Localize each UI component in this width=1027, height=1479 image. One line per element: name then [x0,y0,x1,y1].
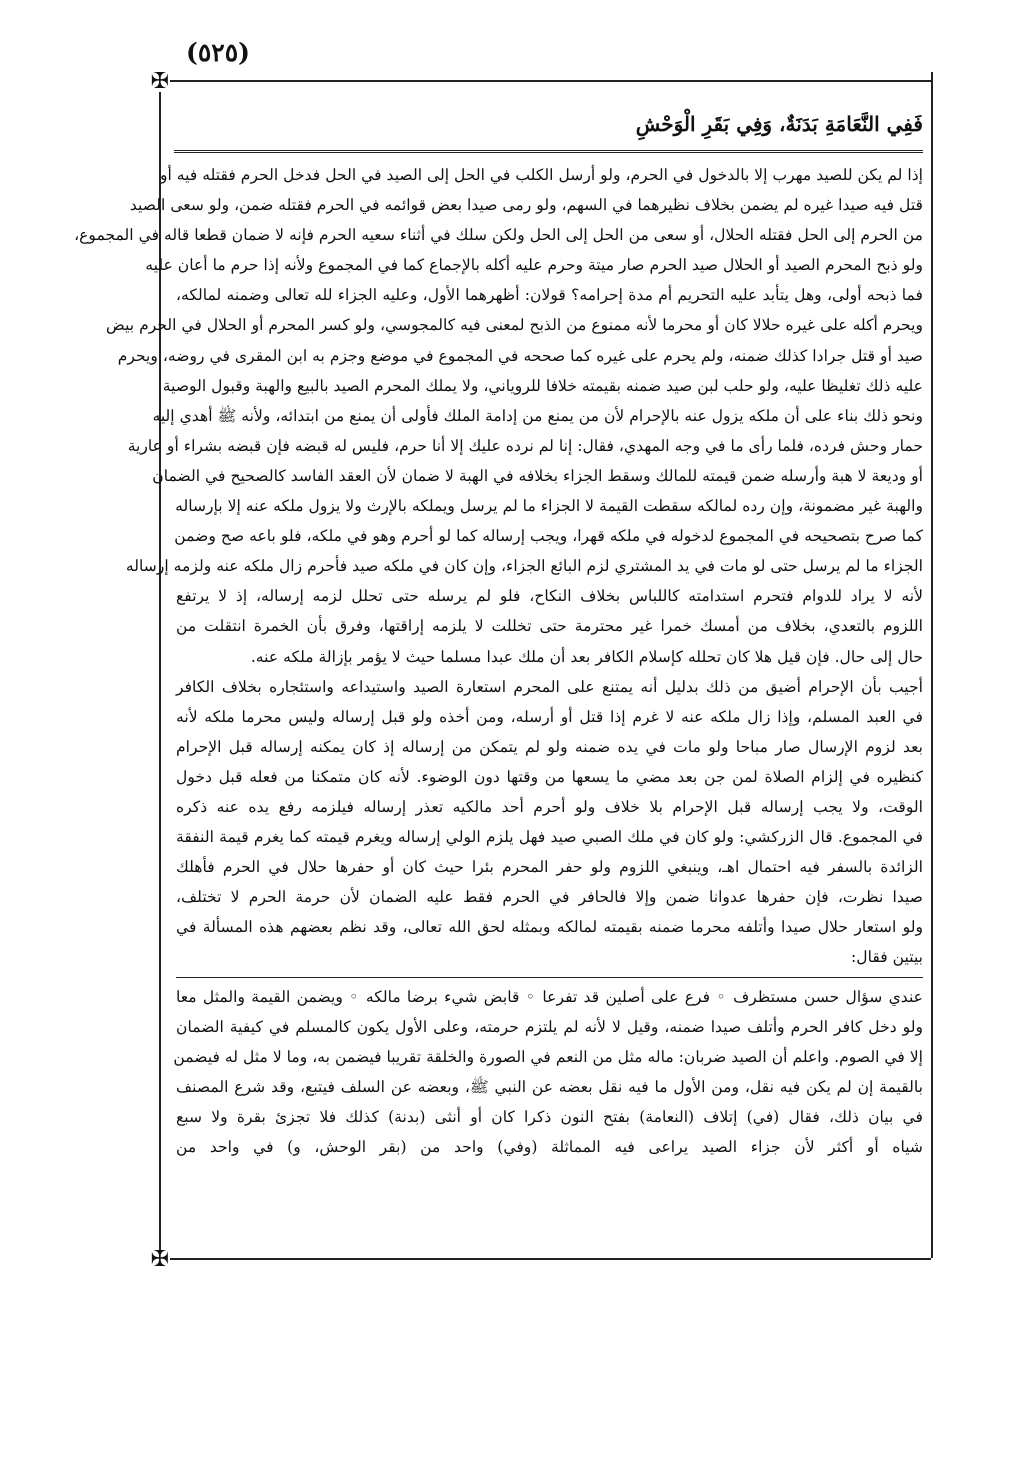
text-line: كنظيره في إلزام الصلاة لمن جن بعد مضي ما يسعها من وقتها دون الوضوء. لأنه كان متمكنا من فعله قبل دخول [176,767,923,786]
text-line: ولو ذبح المحرم الصيد أو الحلال صيد الحرم صار ميتة وحرم عليه أكله بالإجماع كما في المجموع ولأنه إذا حرم ما أعان عليه [145,256,923,275]
text-line: أو وديعة لا هبة وأرسله ضمن قيمته للمالك وسقط الجزاء بخلافه في الهبة لا ضمان لأن العقد الفاسد كالصحيح في الضمان [152,466,923,485]
text-line: قتل فيه صيدا غيره لم يضمن بخلاف نظيرهما في السهم، ولو رمى صيدا بعض قوائمه في الحرم فقتله ضمن، ولو سعى الصيد [129,196,923,215]
frame-ornament-top-icon: ✠ [150,69,170,94]
frame-ornament-bottom-icon: ✠ [150,1247,170,1272]
text-line: من الحرم إلى الحل فقتله الحلال، أو سعى من الحل إلى الحل ولكن سلك في أثناء سعيه الحرم فإنه لا ضمان قطعا قاله في المجموع، [74,226,923,245]
text-line: الجزاء ما لم يرسل حتى لو مات في يد المشتري لزم البائع الجزاء، وإن كان في ملكه صيد فأحرم زال ملكه عنه ولزمه إرساله [125,557,923,576]
page-number: (٥٢٥) [186,38,250,67]
text-line: في العبد المسلم، وإذا زال ملكه عنه لا غرم إذا قتل أو أرسله، ومن أخذه ولو قبل إرساله وليس محرما ملكه لأنه [176,707,923,726]
text-line: ولو دخل كافر الحرم وأتلف صيدا ضمنه، وقيل لا لأنه لم يلتزم حرمته، وعلى الأول يكون كالمسلم في كيفية الضمان [176,1017,923,1036]
frame-right-border [931,72,933,1258]
frame-top-border [170,80,931,82]
text-line: عندي سؤال حسن مستظرف ◦ فرع على أصلين قد تفرعا ◦ قابض شيء برضا مالكه ◦ ويضمن القيمة والمثل معا [176,987,923,1006]
text-line: صيدا نظرت، فإن حفرها عدوانا ضمن وإلا فالحافر في الحرم فقط عليه الضمان لأن حرمة الحرم لا تختلف، [176,888,923,907]
text-line: بالقيمة إن لم يكن فيه نقل، ومن الأول ما فيه نقل بعضه عن النبي ﷺ، وبعضه عن السلف فيتبع، وقد شرع المصنف [176,1077,923,1096]
text-line: بيتين فقال: [851,948,923,967]
matn-heading: فَفِي النَّعَامَةِ بَدَنَةٌ، وَفِي بَقَرِ الْوَحْشِ [635,112,923,136]
text-line: في بيان ذلك، فقال (في) إتلاف (النعامة) بفتح النون ذكرا كان أو أنثى (بدنة) كذلك فلا تجزئ بقرة ولا سبع [176,1107,923,1126]
commentary-body [74,160,924,1162]
verse-section [173,977,923,1163]
text-line: بعد لزوم الإرسال صار مباحا ولو مات في يده ضمنه ولو لم يتمكن من إرساله إذ كان يمكنه إرساله قبل الإحرام [176,737,923,756]
text-line: عليه ذلك تغليظا عليه، ولو حلب لبن صيد ضمنه بقيمته خلافا للروياني، ولا يملك المحرم الصيد بالبيع والهبة وقبول الوصية [162,376,923,395]
commentary-lines [74,160,924,973]
text-line: والهبة غير مضمونة، وإن رده لمالكه سقطت القيمة لا الجزاء ما لم يرسل ويملكه بالإرث ولا يزول ملكه عنه إلا بإرساله [175,497,923,516]
text-line: حمار وحش فرده، فلما رأى ما في وجه المهدي، فقال: إنا لم نرده عليك إلا أنا حرم، فليس له قبضه فإن قبضه بشراء أو عارية [127,436,923,455]
text-line: لأنه لا يراد للدوام فتحرم استدامته كاللباس بخلاف النكاح، فلو لم يرسله حتى تحلل لزمه إرساله، إذ لا يرتفع [176,587,923,606]
text-line: أجيب بأن الإحرام أضيق من ذلك بدليل أنه يمتنع على المحرم استعارة الصيد واستيداعه واستئجاره بخلاف الكافر [176,677,923,696]
text-line: شياه أو أكثر لأن جزاء الصيد يراعى فيه المماثلة (وفي) واحد من (بقر الوحش، و) في واحد من [176,1138,923,1156]
text-line: كما صرح بتصحيحه في المجموع لدخوله في ملكه قهرا، ويجب إرساله كما لو أحرم وهو في ملكه، فلو باعه صح وضمن [174,527,923,546]
text-line: صيد أو قتل جرادا كذلك ضمنه، ولم يحرم على غيره كما صححه في المجموع في موضع وجزم به ابن المقرى في روضه، ويحرم [117,346,923,365]
text-line: فما ذبحه أولى، وهل يتأبد عليه التحريم أم مدة إحرامه؟ قولان: أظهرهما الأول، وعليه الجزاء لله تعالى وضمنه لمالكه، [176,286,923,305]
text-line: ولو استعار حلال صيدا وأتلفه محرما ضمنه بقيمته لمالكه وبمثله لحق الله تعالى، وقد نظم بعضهم هذه المسألة في [176,918,923,937]
text-line: الزائدة بالسفر فيه احتمال اهـ، وينبغي اللزوم ولو حفر المحرم بئرا حيث كان أو حفرها حلال في الحرم فأهلك [176,858,923,877]
text-line: في المجموع. قال الزركشي: ولو كان في ملك الصبي صيد فهل يلزم الولي إرساله ويغرم قيمته كما يغرم قيمة النفقة [176,828,923,847]
text-line: الوقت، ولا يجب إرساله قبل الإحرام بلا خلاف ولو أحرم أحد مالكيه تعذر إرساله فيلزمه رفع يده عنه ذكره [176,797,924,816]
text-line: اللزوم بالتعدي، بخلاف من أمسك خمرا غير محترمة حتى تخللت لا يلزمه إراقتها، وفرق بأن الخمرة انتقلت من [176,617,923,636]
frame-bottom-border [170,1258,931,1260]
text-line: ويحرم أكله على غيره حلالا كان أو محرما لأنه ممنوع من الذبح لمعنى فيه كالمجوسي، ولو كسر المحرم أو الحلال في الحرم بيض [105,316,923,335]
text-line: حال إلى حال. فإن قيل هلا كان تحلله كإسلام الكافر بعد أن ملك عبدا مسلما حيث لا يؤمر بإزالة ملكه عنه. [250,647,923,666]
heading-divider [174,150,923,153]
text-line: إلا في الصوم. واعلم أن الصيد ضربان: ماله مثل من النعم في الصورة والخلقة تقريبا فيضمن به، وما لا مثل له فيضمن [173,1047,923,1066]
text-line: ونحو ذلك بناء على أن ملكه يزول عنه بالإحرام لأن من يمنع من إدامة الملك فأولى أن يمنع من ابتدائه، ولأنه ﷺ أهدي إليه [152,406,923,425]
text-line: إذا لم يكن للصيد مهرب إلا بالدخول في الحرم، ولو أرسل الكلب في الحل إلى الصيد في الحل فدخل الحرم فقتله فيه أو [159,166,923,184]
